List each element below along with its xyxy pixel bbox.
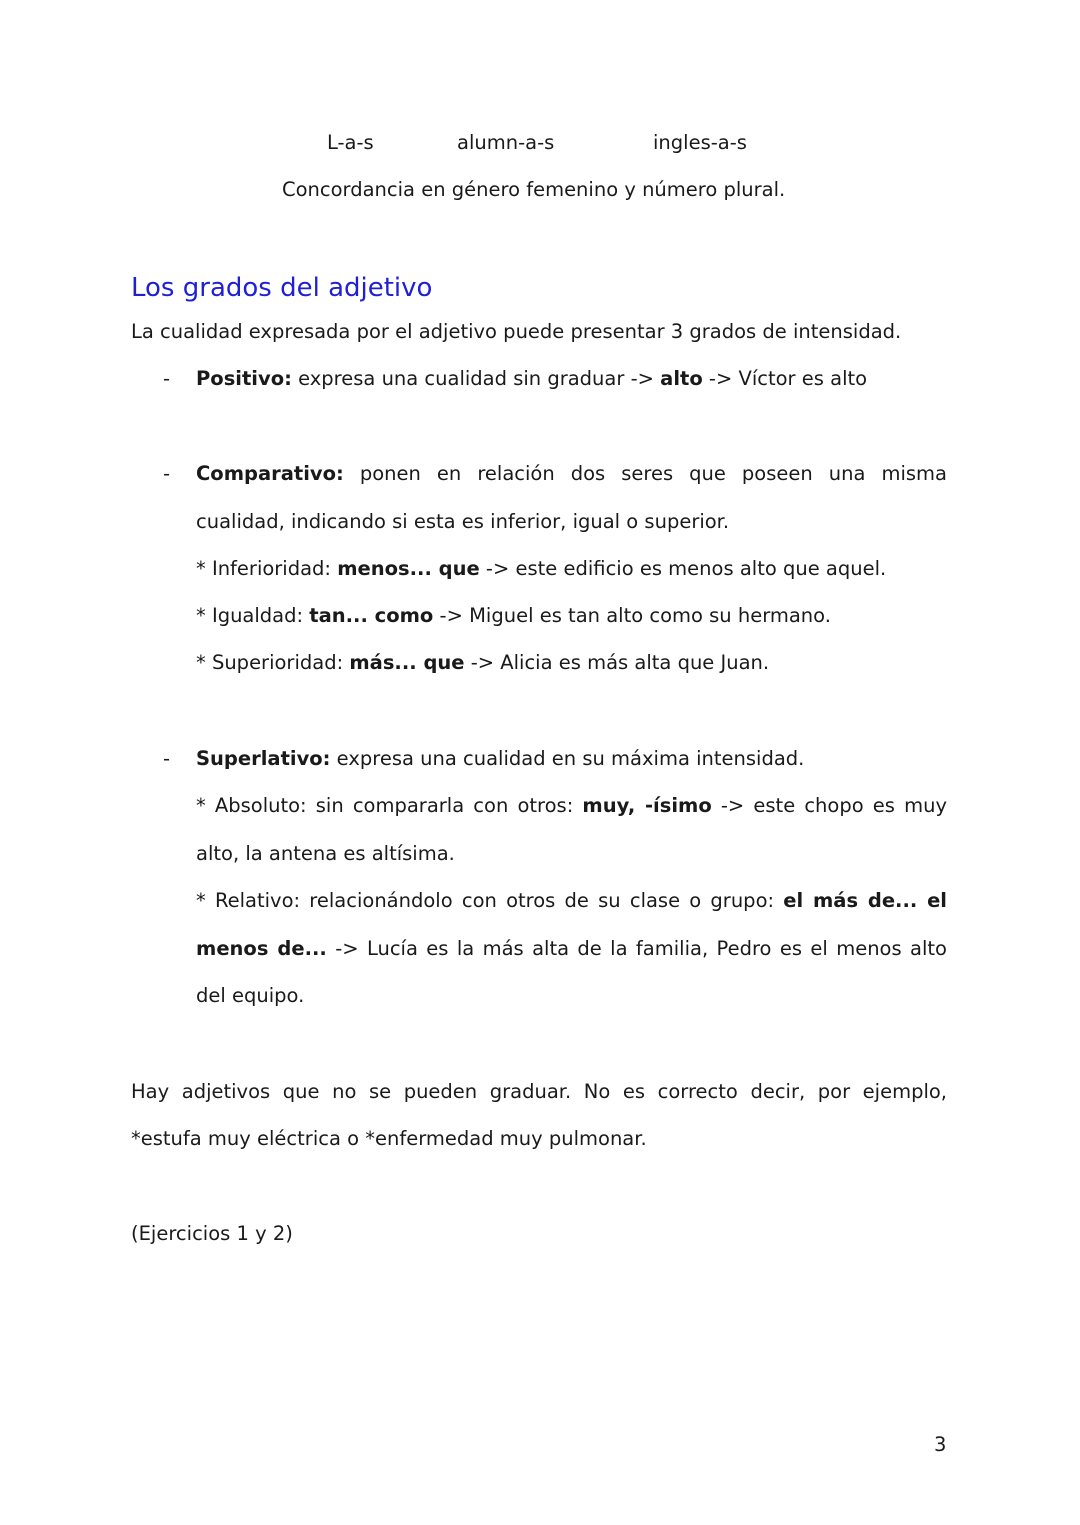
superlativo-absoluto [196,794,947,818]
comparativo-line1 [196,462,947,486]
closing-line1 [131,1080,947,1104]
closing-line2: *estufa muy eléctrica o *enfermedad muy pulmonar. [131,1127,647,1150]
superioridad-example: -> Alicia es más alta que Juan. [464,651,770,674]
positivo-label: Positivo: [196,367,292,390]
absoluto-bold: muy, -ísimo [582,794,712,817]
comparativo-line1-rest: ponen en relación dos seres que poseen una misma [359,462,947,485]
comparativo-label: Comparativo: [196,462,344,485]
list-bullet: - [163,462,171,485]
positivo-text: expresa una cualidad sin graduar -> [291,367,661,390]
positivo-item [196,367,867,391]
igualdad-bold: tan... como [309,604,434,627]
igualdad-label: * Igualdad: [196,604,310,627]
morph-word-las: L-a-s [327,131,374,154]
exercises-ref: (Ejercicios 1 y 2) [131,1222,293,1245]
superlativo-label: Superlativo: [196,747,331,770]
positivo-example: -> Víctor es alto [702,367,868,390]
absoluto-label: * Absoluto: sin compararla con otros: [196,794,583,817]
absoluto-line2: alto, la antena es altísima. [196,842,455,865]
absoluto-example: -> este chopo es muy [711,794,947,817]
section-heading: Los grados del adjetivo [131,273,433,303]
superioridad-label: * Superioridad: [196,651,350,674]
page-number: 3 [934,1433,947,1456]
inferioridad-example: -> este edificio es menos alto que aquel. [479,557,887,580]
morph-word-inglesas: ingles-a-s [653,131,747,154]
relativo-label: * Relativo: relacionándolo con otros de su clase o grupo: [196,889,784,912]
positivo-bold: alto [660,367,703,390]
superioridad-bold: más... que [349,651,465,674]
comparativo-line2: cualidad, indicando si esta es inferior, igual o superior. [196,510,730,533]
list-bullet: - [163,747,171,770]
list-bullet: - [163,367,171,390]
igualdad-example: -> Miguel es tan alto como su hermano. [433,604,831,627]
relativo-line3: del equipo. [196,984,305,1007]
inferioridad-bold: menos... que [337,557,480,580]
superlativo-text: expresa una cualidad en su máxima intensidad. [330,747,805,770]
comparativo-igualdad [196,604,831,628]
superlativo-relativo [196,889,947,913]
relativo-example: -> Lucía es la más alta de la familia, Pedro es el menos alto [326,937,947,960]
inferioridad-label: * Inferioridad: [196,557,338,580]
comparativo-superioridad [196,651,769,675]
section-intro: La cualidad expresada por el adjetivo puede presentar 3 grados de intensidad. [131,320,902,343]
relativo-bold2: menos de... [196,937,327,960]
superlativo-item [196,747,804,771]
relativo-line2 [196,937,947,961]
closing-text1: Hay adjetivos que no se pueden graduar. No es correcto decir, por ejemplo, [131,1080,947,1103]
morph-note: Concordancia en género femenino y número plural. [282,178,786,201]
morph-word-alumnas: alumn-a-s [457,131,555,154]
relativo-bold1: el más de... el [783,889,947,912]
comparativo-inferioridad [196,557,886,581]
